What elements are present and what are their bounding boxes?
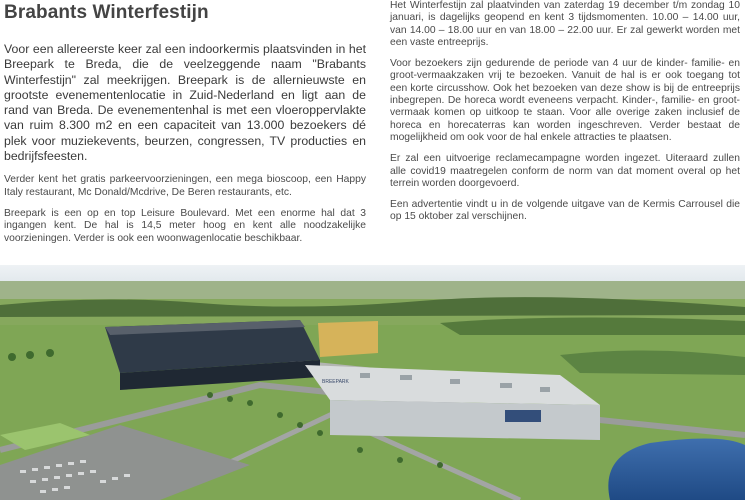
right-column bbox=[390, 0, 740, 233]
building-sign: BREEPARK bbox=[322, 379, 349, 385]
yellow-building bbox=[318, 321, 378, 357]
left-column bbox=[4, 42, 366, 254]
event-hall-facade bbox=[330, 400, 600, 440]
advertisement-paragraph: Een advertentie vindt u in de volgende uitgave van de Kermis Carrousel die op 15 oktober zal verschijnen. bbox=[390, 199, 740, 223]
aerial-photo-breepark bbox=[0, 265, 745, 500]
boulevard-paragraph: Breepark is een op en top Leisure Boulevard. Met een enorme hal dat 3 ingangen kent. De hal is 14,5 meter hoog en kent alle noodzakelijke voorzieningen. Verder is ook een woonwagenlocatie beschikbaar. bbox=[4, 207, 366, 244]
intro-paragraph: Voor een allereerste keer zal een indoorkermis plaatsvinden in het Breepark te Breda, die de veelzeggende naam "Brabants Winterfestijn" zal meekrijgen. Breepark is de allernieuwste en grootste evenementenlocatie in Zuid-Nederland en ligt aan de rand van Breda. De evenementenhal is met een vloeroppervlakte van ruim 8.300 m2 en een capaciteit van 13.000 bezoekers dé plek voor muziekevents, beurzen, congressen, TV producties en bedrijfsfeesten. bbox=[4, 42, 366, 164]
schedule-paragraph: Het Winterfestijn zal plaatvinden van zaterdag 19 december t/m zondag 10 januari, is dagelijks geopend en kent 3 tijdsmomenten. 10.00 – 14.00 uur, van 14.00 – 18.00 uur en van 18.00 – 22.00 uur. Er zal gewerkt worden met een vaste entreeprijs. bbox=[390, 0, 740, 48]
campaign-paragraph: Er zal een uitvoerige reclamecampagne worden ingezet. Uiteraard zullen alle covid19 maatregelen conform de norm van dat moment overal op het terrein worden doorgevoerd. bbox=[390, 153, 740, 189]
aerial-photo-illustration bbox=[0, 265, 745, 500]
hall-banner bbox=[505, 410, 541, 422]
article-title: Brabants Winterfestijn bbox=[4, 2, 209, 23]
visitors-paragraph: Voor bezoekers zijn gedurende de periode van 4 uur de kinder- familie- en groot-vermaakzaken vrij te bezoeken. Vanuit de hal is er ook toegang tot een korte circusshow. Ook het bezoeken van deze show is bij de entreeprijs inbegrepen. De horeca wordt eveneens verpacht. Kinder-, familie- en groot-vermaak komen op uitkoop te staan. Voor alle overige zaken inclusief de horeca en horecaterras kan worden ingeschreven. Verder bestaat de mogelijkheid om ook voor de hal enkele attracties te plaatsen. bbox=[390, 58, 740, 143]
facilities-paragraph: Verder kent het gratis parkeervoorzieningen, een mega bioscoop, een Happy Italy restaurant, Mc Donald/Mcdrive, De Beren restaurants, etc. bbox=[4, 174, 366, 198]
